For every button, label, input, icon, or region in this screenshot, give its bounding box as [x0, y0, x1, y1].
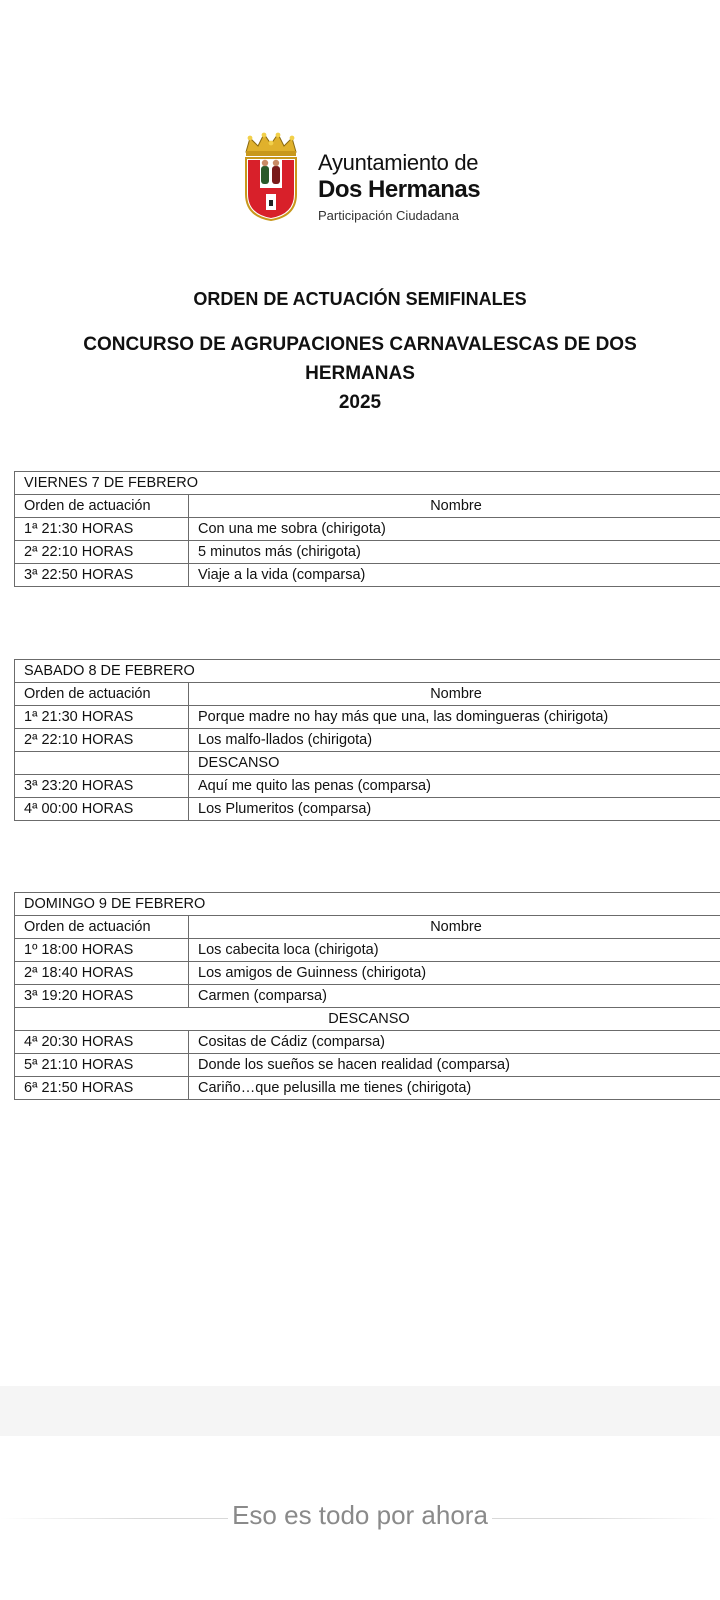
table-row	[15, 518, 720, 541]
table-row	[15, 775, 720, 798]
table-day-row	[15, 472, 720, 495]
table-row	[15, 798, 720, 821]
document-subtitle	[0, 330, 720, 417]
subtitle-line1: CONCURSO DE AGRUPACIONES CARNAVALESCAS DE DOS HERMANAS	[83, 334, 637, 384]
organization-name-line2: Dos Hermanas	[318, 176, 481, 203]
table-header-row	[15, 916, 720, 939]
break-label: DESCANSO	[189, 752, 720, 775]
column-header-order: Orden de actuación	[15, 683, 189, 706]
table-row	[15, 1031, 720, 1054]
order-cell: 3ª 22:50 HORAS	[15, 564, 189, 587]
order-cell: 4ª 20:30 HORAS	[15, 1031, 189, 1054]
table-header-row	[15, 495, 720, 518]
table-row	[15, 729, 720, 752]
subtitle-line2: 2025	[338, 392, 382, 413]
order-cell: 1ª 21:30 HORAS	[15, 518, 189, 541]
name-cell: Porque madre no hay más que una, las domingueras (chirigota)	[189, 706, 720, 729]
name-cell: Aquí me quito las penas (comparsa)	[189, 775, 720, 798]
name-cell: Con una me sobra (chirigota)	[189, 518, 720, 541]
order-cell: 2ª 18:40 HORAS	[15, 962, 189, 985]
order-cell: 1º 18:00 HORAS	[15, 939, 189, 962]
schedule-table-sunday	[14, 892, 720, 1100]
name-cell: Cositas de Cádiz (comparsa)	[189, 1031, 720, 1054]
name-cell: 5 minutos más (chirigota)	[189, 541, 720, 564]
order-cell-empty	[15, 752, 189, 775]
organization-logo	[240, 132, 510, 222]
name-cell: Cariño…que pelusilla me tienes (chirigota)	[189, 1077, 720, 1100]
column-header-order: Orden de actuación	[15, 916, 189, 939]
table-row	[15, 1054, 720, 1077]
name-cell: Los Plumeritos (comparsa)	[189, 798, 720, 821]
break-row	[15, 1008, 720, 1031]
table-row	[15, 541, 720, 564]
column-header-name: Nombre	[189, 495, 720, 518]
schedule-table-friday	[14, 471, 720, 587]
organization-department: Participación Ciudadana	[318, 208, 459, 223]
name-cell: Carmen (comparsa)	[189, 985, 720, 1008]
page-separator-band	[0, 1386, 720, 1436]
document-title: ORDEN DE ACTUACIÓN SEMIFINALES	[193, 289, 527, 309]
coat-of-arms-icon	[240, 132, 302, 222]
table-day-row	[15, 893, 720, 916]
name-cell: Donde los sueños se hacen realidad (comparsa)	[189, 1054, 720, 1077]
table-row	[15, 706, 720, 729]
name-cell: Los amigos de Guinness (chirigota)	[189, 962, 720, 985]
name-cell: Los malfo-llados (chirigota)	[189, 729, 720, 752]
table-header-row	[15, 683, 720, 706]
day-heading: DOMINGO 9 DE FEBRERO	[15, 893, 720, 916]
order-cell: 3ª 23:20 HORAS	[15, 775, 189, 798]
schedule-table-saturday	[14, 659, 720, 821]
table-row	[15, 985, 720, 1008]
day-heading: SABADO 8 DE FEBRERO	[15, 660, 720, 683]
end-of-feed-label: Eso es todo por ahora	[228, 1500, 492, 1530]
break-row	[15, 752, 720, 775]
order-cell: 3ª 19:20 HORAS	[15, 985, 189, 1008]
order-cell: 5ª 21:10 HORAS	[15, 1054, 189, 1077]
table-row	[15, 1077, 720, 1100]
name-cell: Los cabecita loca (chirigota)	[189, 939, 720, 962]
organization-name-line1: Ayuntamiento de	[318, 150, 479, 175]
order-cell: 6ª 21:50 HORAS	[15, 1077, 189, 1100]
day-heading: VIERNES 7 DE FEBRERO	[15, 472, 720, 495]
table-row	[15, 564, 720, 587]
column-header-order: Orden de actuación	[15, 495, 189, 518]
order-cell: 1ª 21:30 HORAS	[15, 706, 189, 729]
table-row	[15, 962, 720, 985]
column-header-name: Nombre	[189, 683, 720, 706]
name-cell: Viaje a la vida (comparsa)	[189, 564, 720, 587]
order-cell: 4ª 00:00 HORAS	[15, 798, 189, 821]
break-label: DESCANSO	[15, 1008, 720, 1031]
table-day-row	[15, 660, 720, 683]
end-of-feed-message	[0, 1500, 720, 1531]
order-cell: 2ª 22:10 HORAS	[15, 541, 189, 564]
table-row	[15, 939, 720, 962]
order-cell: 2ª 22:10 HORAS	[15, 729, 189, 752]
column-header-name: Nombre	[189, 916, 720, 939]
